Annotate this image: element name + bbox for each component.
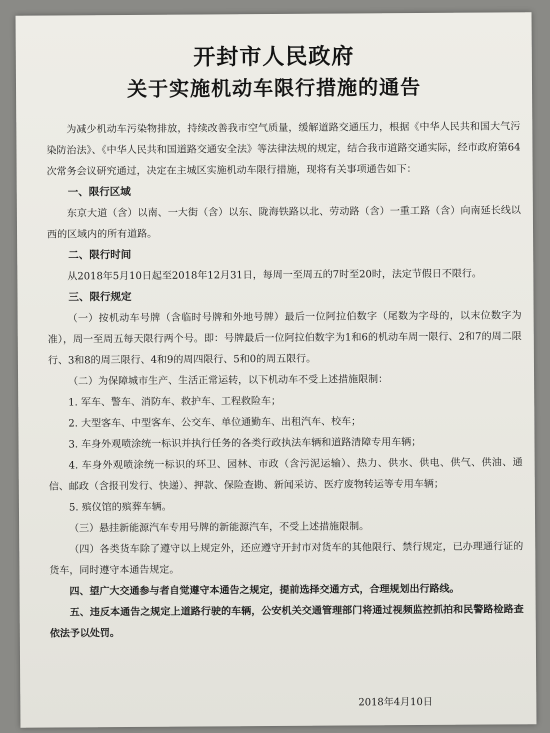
section-3-rule-1: （一）按机动车号牌（含临时号牌和外地号牌）最后一位阿拉伯数字（尾数为字母的，以末位数字为准），周一至周五每天限行两个号。即：号牌最后一位阿拉伯数字为1和6的机动车周一限行、2和7的周二限行、3和8的周三限行、4和9的周四限行、5和0的周五限行。 <box>47 310 522 367</box>
section-5-text: 五、违反本通告之规定上道路行驶的车辆，公安机关交通管理部门将通过视频监控抓拍和民警路检路查依法予以处罚。 <box>49 604 524 640</box>
issue-date: 2018年4月10日 <box>358 696 433 709</box>
notice-title: 关于实施机动车限行措施的通告 <box>126 74 422 102</box>
exempt-item-3: 3. 车身外观喷涂统一标识并执行任务的各类行政执法车辆和道路清障专用车辆； <box>68 436 422 451</box>
notice-document <box>16 12 537 728</box>
section-3-rule-2: （二）为保障城市生产、生活正常运转，以下机动车不受上述措施限制： <box>68 374 389 388</box>
section-4-text: 四、望广大交通参与者自觉遵守本通告之规定，提前选择交通方式，合理规划出行路线。 <box>69 583 460 598</box>
intro-paragraph: 为减少机动车污染物排放，持续改善我市空气质量，缓解道路交通压力，根据《中华人民共和国大气污染防治法》、《中华人民共和国道路交通安全法》等法律法规的规定，结合我市道路交通实际，经市政府第64次常务会议研究通过，决定在主城区实施机动车限行措施，现将有关事项通告如下： <box>46 121 521 178</box>
section-3-rule-3: （三）悬挂新能源汽车专用号牌的新能源汽车，不受上述措施限制。 <box>69 521 370 535</box>
exempt-item-2: 2. 大型客车、中型客车、公交车、单位通勤车、出租汽车、校车； <box>68 416 362 430</box>
notice-body <box>46 116 524 644</box>
section-1-text: 东京大道（含）以南、一大街（含）以东、陇海铁路以北、劳动路（含）一重工路（含）向南延长线以西的区域内的所有道路。 <box>47 205 521 241</box>
section-3-rule-4: （四）各类货车除了遵守以上规定外，还应遵守开封市对货车的其他限行、禁行规定，已办理通行证的货车，同时遵守本通告规定。 <box>49 541 524 577</box>
exempt-item-5: 5. 殡仪馆的殡葬车辆。 <box>68 501 172 514</box>
section-2-heading: 二、限行时间 <box>68 249 132 262</box>
section-1-heading: 一、限行区域 <box>67 186 131 199</box>
exempt-item-4: 4. 车身外观喷涂统一标识的环卫、园林、市政（含污泥运输）、热力、供水、供电、供气、供油、通信、邮政（含报刊发行、快递）、押款、保险查勘、新闻采访、医疗废物转运等专用车辆； <box>48 457 523 493</box>
section-2-text: 从2018年5月10日起至2018年12月31日，每周一至周五的7时至20时，法定节假日不限行。 <box>67 268 482 283</box>
section-3-heading: 三、限行规定 <box>68 291 132 304</box>
exempt-item-1: 1. 军车、警车、消防车、救护车、工程救险车； <box>68 395 281 409</box>
issuer-title: 开封市人民政府 <box>193 44 355 71</box>
